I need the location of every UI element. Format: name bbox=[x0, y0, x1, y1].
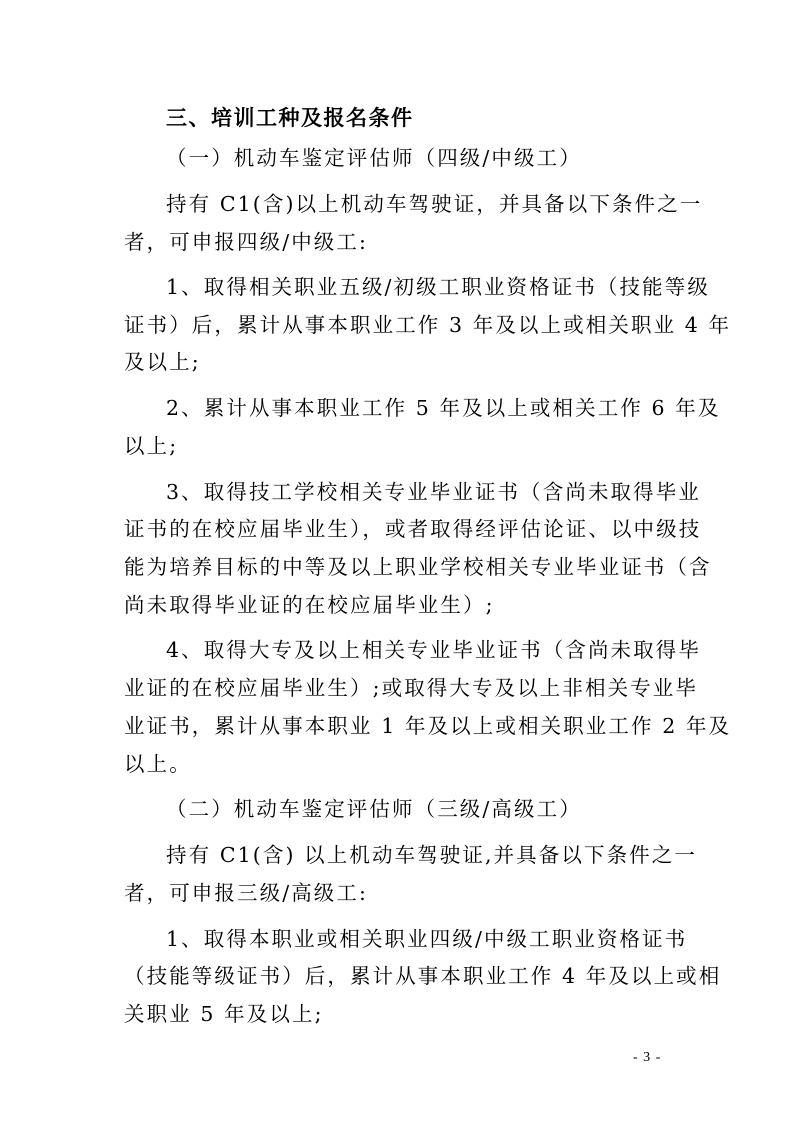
paragraph-line: 能为培养目标的中等及以上职业学校相关专业毕业证书（含 bbox=[124, 555, 712, 579]
paragraph-line: 业证书，累计从事本职业 1 年及以上或相关职业工作 2 年及 bbox=[124, 714, 732, 738]
paragraph-line: （技能等级证书）后，累计从事本职业工作 4 年及以上或相 bbox=[124, 964, 722, 988]
paragraph-line: 证书）后，累计从事本职业工作 3 年及以上或相关职业 4 年 bbox=[124, 313, 732, 337]
paragraph-line: 者，可申报四级/中级工: bbox=[124, 230, 369, 254]
paragraph-line: 1、取得相关职业五级/初级工职业资格证书（技能等级 bbox=[166, 275, 710, 299]
paragraph-line: 及以上; bbox=[124, 350, 201, 374]
paragraph-line: 证书的在校应届毕业生），或者取得经评估论证、以中级技 bbox=[124, 517, 702, 541]
paragraph-line: 以上。 bbox=[124, 752, 192, 776]
paragraph-line: 4、取得大专及以上相关专业毕业证书（含尚未取得毕 bbox=[166, 638, 701, 662]
section-heading: 三、培训工种及报名条件 bbox=[166, 106, 414, 130]
paragraph-line: 关职业 5 年及以上; bbox=[124, 1002, 324, 1026]
page-number: - 3 - bbox=[633, 1050, 662, 1065]
paragraph-line: 1、取得本职业或相关职业四级/中级工职业资格证书 bbox=[166, 927, 688, 951]
paragraph-line: 业证的在校应届毕业生）;或取得大专及以上非相关专业毕 bbox=[124, 676, 699, 700]
paragraph-line: 者，可申报三级/高级工: bbox=[124, 881, 369, 905]
paragraph-line: 2、累计从事本职业工作 5 年及以上或相关工作 6 年及 bbox=[166, 396, 721, 420]
paragraph-line: 持有 C1(含) 以上机动车驾驶证,并具备以下条件之一 bbox=[166, 843, 697, 867]
paragraph-line: 以上; bbox=[124, 434, 179, 458]
subsection-heading-level4: （一）机动车鉴定评估师（四级/中级工） bbox=[166, 146, 582, 170]
subsection-heading-level3: （二）机动车鉴定评估师（三级/高级工） bbox=[166, 797, 582, 821]
paragraph-line: 3、取得技工学校相关专业毕业证书（含尚未取得毕业 bbox=[166, 480, 701, 504]
paragraph-line: 尚未取得毕业证的在校应届毕业生）; bbox=[124, 593, 495, 617]
paragraph-line: 持有 C1(含)以上机动车驾驶证，并具备以下条件之一 bbox=[166, 192, 703, 216]
